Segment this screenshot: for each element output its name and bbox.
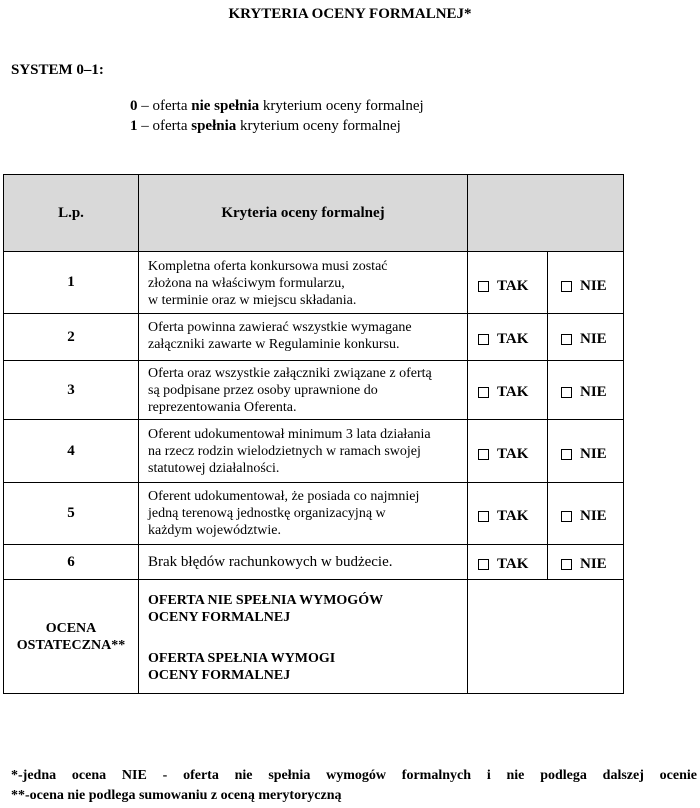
option-label: TAK [497, 446, 529, 462]
column-divider [547, 251, 548, 579]
column-divider [467, 174, 468, 694]
footnote-1: *-jedna ocena NIE - oferta nie spełnia wymogów formalnych i nie podlega dalszej ocenie [11, 768, 697, 783]
criterion-line: reprezentowania Oferenta. [148, 399, 297, 415]
row-number: 5 [67, 505, 75, 521]
criterion-text [148, 257, 463, 309]
criterion-line: złożona na właściwym formularzu, [148, 275, 345, 291]
option-label: NIE [580, 446, 607, 462]
checkbox-icon[interactable] [561, 334, 572, 345]
option-no[interactable] [561, 446, 607, 463]
final-option-line: OCENY FORMALNEJ [148, 668, 291, 683]
option-no[interactable] [561, 278, 607, 295]
legend-item-1 [130, 118, 401, 135]
option-label: TAK [497, 508, 529, 524]
criterion-line: Oferta powinna zawierać wszystkie wymagane [148, 320, 412, 335]
option-label: TAK [497, 331, 529, 347]
legend-text: kryterium oceny formalnej [259, 98, 424, 114]
legend-value: 1 [130, 118, 138, 134]
final-option-line: OCENY FORMALNEJ [148, 610, 291, 625]
criterion-line: w terminie oraz w miejscu składania. [148, 292, 357, 308]
checkbox-icon[interactable] [561, 449, 572, 460]
footnote-2: **-ocena nie podlega sumowaniu z oceną merytoryczną [11, 788, 342, 803]
row-number: 1 [67, 274, 75, 290]
row-number: 3 [67, 381, 75, 398]
criterion-line: każdym województwie. [148, 522, 281, 538]
criterion-line: Oferent udokumentował, że posiada co najmniej [148, 488, 420, 504]
checkbox-icon[interactable] [478, 281, 489, 292]
checkbox-icon[interactable] [561, 387, 572, 398]
final-label-line: OCENA [45, 621, 97, 636]
checkbox-icon[interactable] [561, 281, 572, 292]
criterion-line: załączniki zawarte w Regulaminie konkursu. [148, 337, 400, 352]
criterion-text [148, 486, 463, 540]
criterion-line: są podpisane przez osoby uprawnione do [148, 382, 378, 398]
option-no[interactable] [561, 508, 607, 525]
final-option-pass [148, 650, 335, 684]
option-yes[interactable] [478, 278, 528, 295]
legend-text: – oferta [137, 98, 192, 114]
final-option-line: OFERTA NIE SPEŁNIA WYMOGÓW [148, 593, 384, 608]
legend-emphasis: spełnia [191, 118, 237, 134]
criterion-line: Brak błędów rachunkowych w budżecie. [148, 553, 393, 570]
criterion-text [148, 318, 463, 354]
final-option-fail [148, 592, 383, 626]
criterion-line: na rzecz rodzin wielodzietnych w ramach swojej [148, 443, 421, 459]
criterion-line: Oferent udokumentował minimum 3 lata działania [148, 426, 431, 442]
criterion-line: statutowej działalności. [148, 460, 280, 476]
option-label: TAK [497, 278, 529, 294]
option-label: NIE [580, 384, 607, 400]
header-criteria: Kryteria oceny formalnej [221, 204, 385, 221]
legend-text: kryterium oceny formalnej [236, 118, 401, 134]
column-divider [138, 174, 139, 694]
criterion-text [148, 545, 463, 579]
option-label: NIE [580, 331, 607, 347]
checkbox-icon[interactable] [478, 334, 489, 345]
checkbox-icon[interactable] [478, 559, 489, 570]
option-no[interactable] [561, 556, 607, 573]
checkbox-icon[interactable] [561, 559, 572, 570]
checkbox-icon[interactable] [561, 511, 572, 522]
checkbox-icon[interactable] [478, 511, 489, 522]
legend-item-0 [130, 98, 424, 115]
checkbox-icon[interactable] [478, 449, 489, 460]
option-no[interactable] [561, 331, 607, 348]
header-lp: L.p. [58, 204, 84, 221]
row-number: 2 [67, 328, 75, 345]
system-label: SYSTEM 0–1: [11, 62, 104, 78]
legend-emphasis: nie spełnia [191, 98, 260, 114]
row-number: 6 [67, 553, 75, 570]
option-yes[interactable] [478, 384, 528, 401]
option-yes[interactable] [478, 508, 528, 525]
checkbox-icon[interactable] [478, 387, 489, 398]
final-label-line: OSTATECZNA** [16, 638, 126, 653]
option-label: NIE [580, 556, 607, 572]
final-assessment-label [4, 580, 138, 694]
criterion-line: Oferta oraz wszystkie załączniki związane z ofertą [148, 365, 432, 381]
option-yes[interactable] [478, 556, 528, 573]
criterion-text [148, 424, 463, 478]
option-yes[interactable] [478, 331, 528, 348]
document-title: KRYTERIA OCENY FORMALNEJ* [228, 6, 472, 22]
option-label: NIE [580, 508, 607, 524]
legend-text: – oferta [137, 118, 192, 134]
criterion-line: jedną terenową jednostkę organizacyjną w [148, 505, 386, 521]
option-label: TAK [497, 384, 529, 400]
row-number: 4 [67, 442, 75, 459]
criterion-line: Kompletna oferta konkursowa musi zostać [148, 258, 388, 274]
criterion-text [148, 363, 463, 417]
option-no[interactable] [561, 384, 607, 401]
final-option-line: OFERTA SPEŁNIA WYMOGI [148, 651, 336, 666]
option-label: NIE [580, 278, 607, 294]
option-yes[interactable] [478, 446, 528, 463]
option-label: TAK [497, 556, 529, 572]
legend-value: 0 [130, 98, 138, 114]
